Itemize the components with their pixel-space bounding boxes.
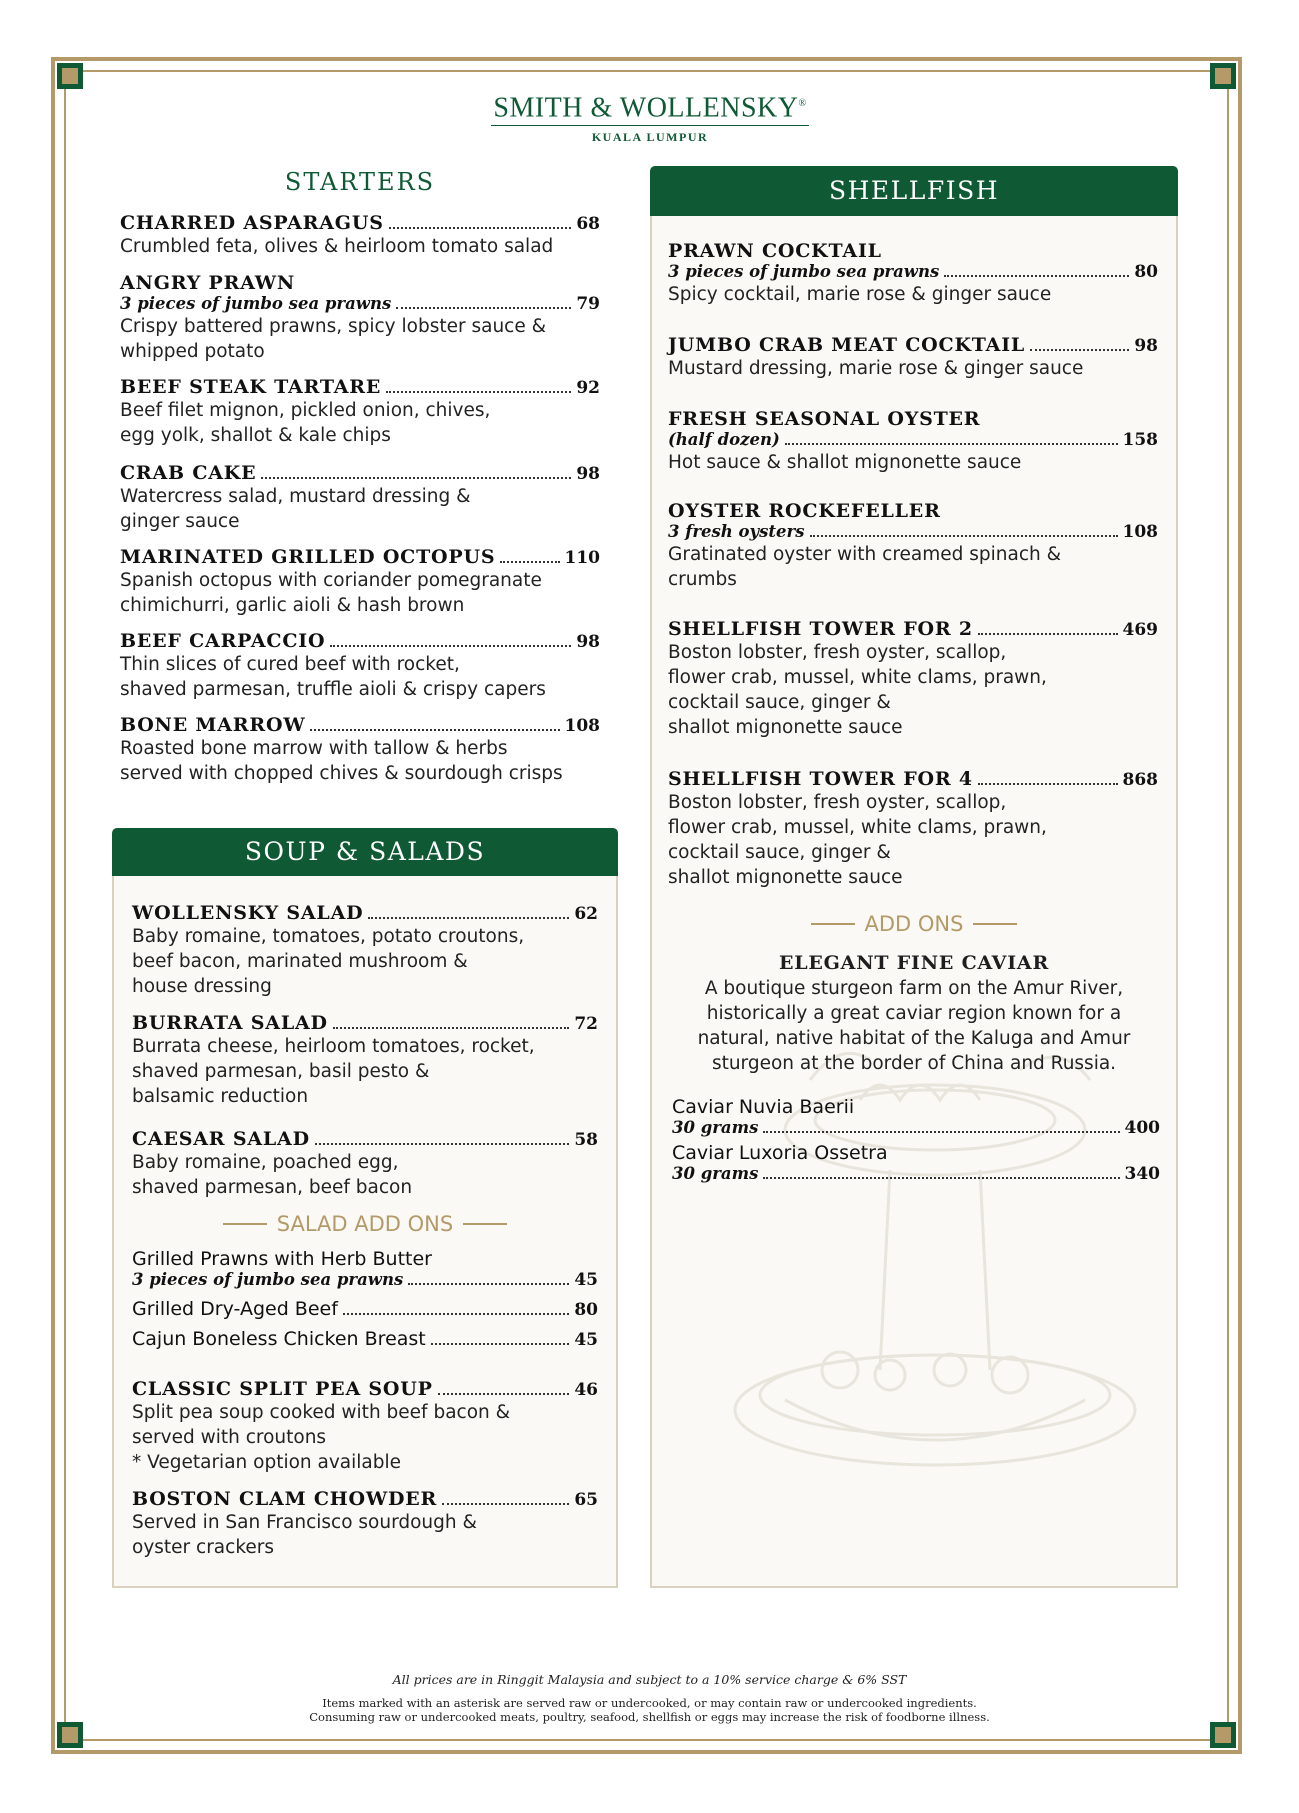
caviar-weight: 30 grams: [672, 1118, 759, 1137]
addon-name: Grilled Dry-Aged Beef: [132, 1298, 338, 1320]
menu-item: [668, 334, 1158, 381]
item-description: Spicy cocktail, marie rose & ginger sauce: [668, 284, 1052, 305]
leader-dots: [386, 391, 571, 393]
caviar-price: 400: [1124, 1118, 1160, 1138]
item-name: CAESAR SALAD: [132, 1128, 310, 1150]
item-name: MARINATED GRILLED OCTOPUS: [120, 546, 496, 568]
item-description: Boston lobster, fresh oyster, scallop, flower crab, mussel, white clams, prawn, cocktail sauce, ginger & shallot mignonette sauce: [668, 642, 1047, 738]
addon-subtitle: 3 pieces of jumbo sea prawns: [132, 1270, 404, 1289]
item-name: SHELLFISH TOWER FOR 4: [668, 768, 973, 790]
item-price: 80: [1134, 262, 1158, 282]
shellfish-title: SHELLFISH: [650, 166, 1178, 216]
menu-item: [120, 212, 600, 259]
item-name: ANGRY PRAWN: [120, 272, 296, 294]
item-description: Mustard dressing, marie rose & ginger sauce: [668, 358, 1084, 379]
salad-addons-heading: [112, 1212, 618, 1236]
leader-dots: [763, 1177, 1119, 1179]
item-price: 108: [1122, 522, 1158, 542]
item-description: Thin slices of cured beef with rocket, shaved parmesan, truffle aioli & crispy capers: [120, 654, 546, 700]
item-subtitle: 3 fresh oysters: [668, 522, 805, 541]
item-description: Roasted bone marrow with tallow & herbs served with chopped chives & sourdough crisps: [120, 738, 563, 784]
leader-dots: [431, 1343, 570, 1345]
leader-dots: [763, 1131, 1119, 1133]
leader-dots: [1030, 349, 1129, 351]
leader-dots: [368, 917, 569, 919]
menu-item: [120, 714, 600, 786]
item-price: 469: [1122, 620, 1158, 640]
item-price: 62: [574, 904, 598, 924]
divider-line: [973, 923, 1017, 925]
menu-item: [132, 1128, 598, 1200]
item-price: 68: [576, 214, 600, 234]
addon-price: 45: [574, 1330, 598, 1350]
item-name: BONE MARROW: [120, 714, 306, 736]
consumer-advisory: [0, 1696, 1299, 1724]
divider-line: [463, 1223, 507, 1225]
item-description: Served in San Francisco sourdough & oyster crackers: [132, 1512, 477, 1558]
item-description: Boston lobster, fresh oyster, scallop, flower crab, mussel, white clams, prawn, cocktail sauce, ginger & shallot mignonette sauce: [668, 792, 1047, 888]
caviar-weight: 30 grams: [672, 1164, 759, 1183]
item-subtitle: 3 pieces of jumbo sea prawns: [668, 262, 940, 281]
menu-item: [668, 500, 1158, 592]
item-name: CHARRED ASPARAGUS: [120, 212, 384, 234]
item-price: 158: [1122, 430, 1158, 450]
divider-line: [223, 1223, 267, 1225]
starters-title: STARTERS: [284, 168, 436, 196]
addon-item: [132, 1328, 598, 1350]
menu-item: [132, 902, 598, 999]
item-description: Hot sauce & shallot mignonette sauce: [668, 452, 1022, 473]
menu-item: [668, 768, 1158, 890]
item-description: Baby romaine, poached egg, shaved parmesan, beef bacon: [132, 1152, 413, 1198]
item-name: WOLLENSKY SALAD: [132, 902, 364, 924]
item-name: CRAB CAKE: [120, 462, 257, 484]
item-description: Split pea soup cooked with beef bacon & served with croutons * Vegetarian option available: [132, 1402, 511, 1473]
leader-dots: [978, 783, 1118, 785]
addon-item: [132, 1248, 598, 1290]
shellfish-addons-title: ADD ONS: [864, 912, 964, 936]
corner-ornament-bottom-right: [1210, 1722, 1236, 1748]
addon-item: [132, 1298, 598, 1320]
item-price: 72: [574, 1014, 598, 1034]
menu-item: [120, 630, 600, 702]
menu-item: [120, 376, 600, 448]
item-description: Baby romaine, tomatoes, potato croutons, beef bacon, marinated mushroom & house dressing: [132, 926, 525, 997]
leader-dots: [810, 535, 1118, 537]
item-name: SHELLFISH TOWER FOR 2: [668, 618, 973, 640]
leader-dots: [396, 307, 571, 309]
item-price: 65: [574, 1490, 598, 1510]
item-name: BEEF STEAK TARTARE: [120, 376, 382, 398]
item-price: 98: [576, 464, 600, 484]
item-name: CLASSIC SPLIT PEA SOUP: [132, 1378, 433, 1400]
caviar-item: [672, 1096, 1160, 1138]
caviar-title: ELEGANT FINE CAVIAR: [778, 952, 1050, 974]
divider-line: [811, 923, 855, 925]
caviar-name: Caviar Nuvia Baerii: [672, 1096, 855, 1118]
leader-dots: [261, 477, 571, 479]
item-name: BOSTON CLAM CHOWDER: [132, 1488, 438, 1510]
menu-item: [132, 1488, 598, 1560]
brand-name-text: SMITH & WOLLENSKY: [493, 92, 799, 124]
item-description: Beef filet mignon, pickled onion, chives, egg yolk, shallot & kale chips: [120, 400, 491, 446]
item-price: 110: [564, 548, 600, 568]
leader-dots: [442, 1503, 569, 1505]
item-description: Burrata cheese, heirloom tomatoes, rocket, shaved parmesan, basil pesto & balsamic reduction: [132, 1036, 535, 1107]
item-name: OYSTER ROCKEFELLER: [668, 500, 941, 522]
item-name: JUMBO CRAB MEAT COCKTAIL: [668, 334, 1026, 356]
addon-name: Grilled Prawns with Herb Butter: [132, 1248, 432, 1270]
shellfish-addons-heading: [650, 912, 1178, 936]
menu-item: [120, 272, 600, 364]
item-price: 58: [574, 1130, 598, 1150]
corner-ornament-top-right: [1210, 63, 1236, 89]
item-price: 46: [574, 1380, 598, 1400]
item-name: PRAWN COCKTAIL: [668, 240, 882, 262]
price-note: All prices are in Ringgit Malaysia and subject to a 10% service charge & 6% SST: [392, 1672, 907, 1687]
addon-price: 45: [574, 1270, 598, 1290]
item-description: Watercress salad, mustard dressing & ginger sauce: [120, 486, 471, 532]
item-subtitle: (half dozen): [668, 430, 780, 449]
brand-logo: [460, 88, 840, 145]
item-name: BEEF CARPACCIO: [120, 630, 326, 652]
menu-item: [132, 1012, 598, 1109]
advisory-line-1: Items marked with an asterisk are served raw or undercooked, or may contain raw or undercooked ingredients.: [322, 1696, 977, 1710]
leader-dots: [978, 633, 1118, 635]
soup-salads-title: SOUP & SALADS: [112, 828, 618, 876]
menu-item: [668, 240, 1158, 307]
caviar-price: 340: [1124, 1164, 1160, 1184]
addon-price: 80: [574, 1300, 598, 1320]
item-description: Spanish octopus with coriander pomegranate chimichurri, garlic aioli & hash brown: [120, 570, 542, 616]
caviar-item: [672, 1142, 1160, 1184]
leader-dots: [343, 1313, 569, 1315]
menu-item: [132, 1378, 598, 1475]
item-description: Gratinated oyster with creamed spinach & crumbs: [668, 544, 1062, 590]
menu-item: [120, 462, 600, 534]
registered-mark: ®: [798, 98, 807, 109]
leader-dots: [333, 1027, 570, 1029]
menu-item: [668, 408, 1158, 475]
item-price: 868: [1122, 770, 1158, 790]
item-price: 79: [576, 294, 600, 314]
leader-dots: [944, 275, 1129, 277]
brand-name: [491, 88, 808, 126]
leader-dots: [785, 443, 1118, 445]
item-name: FRESH SEASONAL OYSTER: [668, 408, 981, 430]
item-price: 108: [564, 716, 600, 736]
item-price: 98: [1134, 336, 1158, 356]
corner-ornament-bottom-left: [57, 1722, 83, 1748]
item-price: 98: [576, 632, 600, 652]
item-price: 92: [576, 378, 600, 398]
corner-ornament-top-left: [57, 63, 83, 89]
menu-item: [120, 546, 600, 618]
leader-dots: [330, 645, 571, 647]
addon-name: Cajun Boneless Chicken Breast: [132, 1328, 426, 1350]
item-subtitle: 3 pieces of jumbo sea prawns: [120, 294, 392, 313]
caviar-description: A boutique sturgeon farm on the Amur River, historically a great caviar region known for a natural, native habitat of the Kaluga and Amur sturgeon at the border of China and Russia.: [697, 978, 1131, 1074]
leader-dots: [500, 561, 559, 563]
leader-dots: [310, 729, 559, 731]
advisory-line-2: Consuming raw or undercooked meats, poultry, seafood, shellfish or eggs may increase the risk of foodborne illness.: [309, 1710, 990, 1724]
leader-dots: [315, 1143, 569, 1145]
leader-dots: [438, 1393, 570, 1395]
menu-item: [668, 618, 1158, 740]
item-name: BURRATA SALAD: [132, 1012, 328, 1034]
leader-dots: [408, 1283, 569, 1285]
item-description: Crispy battered prawns, spicy lobster sauce & whipped potato: [120, 316, 547, 362]
caviar-name: Caviar Luxoria Ossetra: [672, 1142, 888, 1164]
leader-dots: [389, 227, 572, 229]
brand-city: KUALA LUMPUR: [591, 130, 709, 145]
item-description: Crumbled feta, olives & heirloom tomato salad: [120, 236, 554, 257]
salad-addons-title: SALAD ADD ONS: [276, 1212, 454, 1236]
